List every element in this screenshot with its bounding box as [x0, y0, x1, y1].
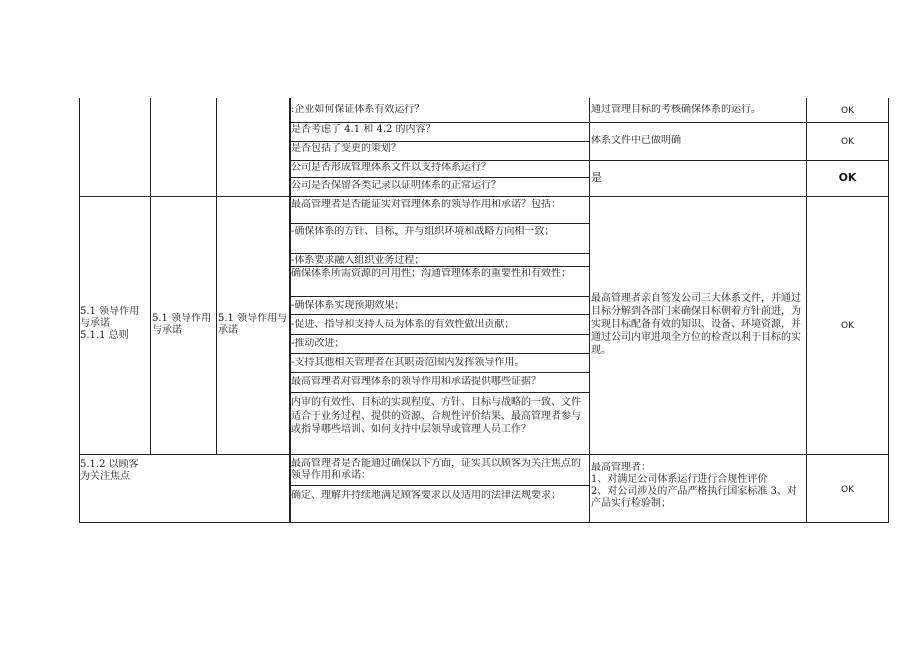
grid-line: [290, 160, 889, 161]
grid-line: [290, 372, 589, 373]
question-cell: 最高管理者是否能通过确保以下方面，证实其以顾客为关注焦点的领导作用和承诺：: [291, 458, 581, 481]
grid-line: [290, 485, 589, 486]
question-cell: -促进、指导和支持人员为体系的有效性做出贡献；: [291, 319, 515, 330]
grid-line: [79, 196, 889, 197]
result-cell: OK: [841, 106, 854, 116]
question-cell: 确保体系所需资源的可用性；沟通管理体系的重要性和有效性；: [291, 268, 571, 279]
grid-line: [290, 353, 589, 354]
audit-checklist-table: [79, 98, 889, 523]
clause-cell: 5.1 领导作用与承诺 5.1.1 总则: [80, 306, 140, 341]
evidence-cell: 最高管理者： 1、对满足公司体系运行进行合规性评价 2、对公司涉及的产品严格执行国家标准 3、对产品实行检验制；: [591, 462, 797, 509]
result-cell: OK: [838, 172, 857, 184]
evidence-cell: 体系文件中已做明确: [591, 135, 681, 146]
grid-line: [290, 334, 589, 335]
evidence-cell: 是: [591, 172, 602, 184]
grid-line: [290, 223, 589, 224]
question-cell: -体系要求融入组织业务过程；: [291, 255, 425, 266]
question-cell: 最高管理者是否能证实对管理体系的领导作用和承诺？包括：: [291, 199, 561, 210]
clause-cell: 5.1 领导作用与承诺: [152, 313, 212, 336]
question-cell: -支持其他相关管理者在其职责范围内发挥领导作用。: [291, 357, 525, 368]
result-cell: OK: [841, 485, 854, 495]
question-cell: 是否包括了变更的策划？: [291, 143, 401, 154]
question-cell: 最高管理者对管理体系的领导作用和承诺提供哪些证据？: [291, 376, 541, 387]
question-cell: -确保体系实现预期效果；: [291, 300, 405, 311]
grid-line: [290, 314, 589, 315]
clause-cell: 5.1 领导作用与承诺: [218, 313, 288, 336]
grid-line: [290, 253, 589, 254]
evidence-cell: 最高管理者亲自签发公司三大体系文件，并通过目标分解到各部门来确保目标朝着方针前进，为实现目标配备有效的知识、设备、环境资源，并通过公司内审进项全方位的检查以利于目标的实现。: [591, 293, 801, 356]
grid-line: [216, 98, 217, 454]
grid-line: [806, 98, 807, 523]
grid-line: [888, 98, 889, 523]
question-cell: 公司是否保留各类记录以证明体系的正常运行？: [291, 180, 501, 191]
question-cell: -确保体系的方针、目标，并与组织环境和战略方向相一致；: [291, 226, 555, 237]
grid-line: [290, 141, 589, 142]
question-cell: 是否考虑了 4.1 和 4.2 的内容？: [291, 124, 436, 135]
grid-line: [589, 98, 590, 523]
question-cell: 确定、理解并持续地满足顾客要求以及适用的法律法规要求；: [291, 490, 561, 501]
evidence-cell: 通过管理目标的考核确保体系的运行。: [591, 104, 761, 115]
grid-line: [290, 122, 589, 123]
grid-line: [290, 392, 589, 393]
grid-line: [290, 177, 589, 178]
question-cell: :企业如何保证体系有效运行？: [291, 104, 425, 115]
result-cell: OK: [841, 137, 854, 147]
question-cell: 公司是否形成管理体系文件以支持体系运行？: [291, 162, 491, 173]
question-cell: -推动改进；: [291, 338, 345, 349]
result-cell: OK: [841, 321, 854, 331]
grid-line: [79, 454, 889, 455]
grid-line: [290, 296, 589, 297]
grid-line: [589, 122, 889, 123]
grid-line: [79, 522, 889, 523]
clause-cell: 5.1.2 以顾客为关注焦点: [80, 459, 139, 482]
grid-line: [150, 98, 151, 454]
question-cell: 内审的有效性、目标的实现程度、方针、目标与战略的一致、文件适合于业务过程、提供的资源、合规性评价结果、最高管理者参与或指导哪些培训、如何支持中层领导或管理人员工作？: [291, 397, 581, 435]
